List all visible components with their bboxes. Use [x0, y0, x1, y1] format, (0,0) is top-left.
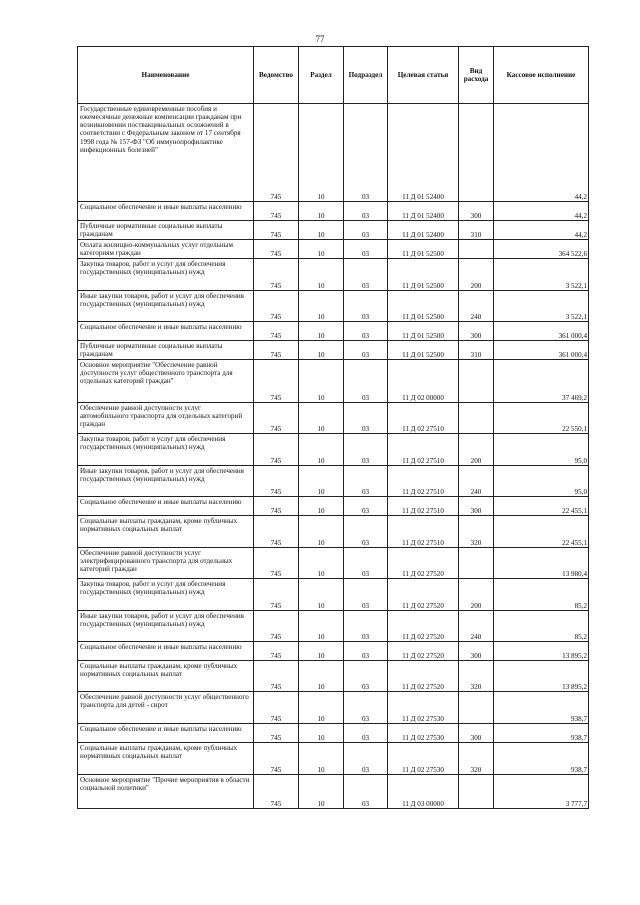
cell-section: 10	[299, 497, 344, 516]
cell-cash-execution: 364 522,6	[494, 240, 589, 259]
cell-expense-type	[459, 104, 494, 202]
cell-target-article: 11 Д 01 52400	[388, 104, 459, 202]
cell-section: 10	[299, 259, 344, 291]
table-row	[78, 661, 589, 692]
cell-name: Обеспечение равной доступности услуг автомобильного транспорта для отдельных категорий граждан	[78, 403, 254, 434]
cell-department: 745	[254, 259, 299, 291]
cell-expense-type: 320	[459, 661, 494, 692]
cell-cash-execution: 44,2	[494, 202, 589, 221]
table-row	[78, 516, 589, 548]
cell-section: 10	[299, 202, 344, 221]
table-row	[78, 202, 589, 221]
cell-expense-type	[459, 240, 494, 259]
cell-name: Иные закупки товаров, работ и услуг для обеспечения государственных (муниципальных) нужд	[78, 466, 254, 497]
cell-subsection: 03	[344, 692, 388, 724]
cell-department: 745	[254, 403, 299, 434]
cell-name: Социальное обеспечение и иные выплаты населению	[78, 202, 254, 221]
cell-subsection: 03	[344, 341, 388, 360]
cell-expense-type	[459, 360, 494, 403]
cell-name: Закупка товаров, работ и услуг для обеспечения государственных (муниципальных) нужд	[78, 259, 254, 291]
cell-cash-execution: 37 469,2	[494, 360, 589, 403]
cell-department: 745	[254, 221, 299, 240]
cell-target-article: 11 Д 02 27520	[388, 661, 459, 692]
cell-department: 745	[254, 322, 299, 341]
cell-name: Публичные нормативные социальные выплаты гражданам	[78, 221, 254, 240]
cell-section: 10	[299, 104, 344, 202]
cell-name: Обеспечение равной доступности услуг электрифицированного транспорта для отдельных категорий граждан	[78, 548, 254, 579]
cell-section: 10	[299, 341, 344, 360]
cell-name: Обеспечение равной доступности услуг общественного транспорта для детей - сирот	[78, 692, 254, 724]
cell-target-article: 11 Д 01 52500	[388, 322, 459, 341]
cell-section: 10	[299, 240, 344, 259]
cell-subsection: 03	[344, 104, 388, 202]
cell-section: 10	[299, 611, 344, 642]
cell-target-article: 11 Д 02 27510	[388, 434, 459, 466]
cell-subsection: 03	[344, 775, 388, 809]
table-row	[78, 240, 589, 259]
cell-department: 745	[254, 360, 299, 403]
table-row	[78, 642, 589, 661]
cell-name: Иные закупки товаров, работ и услуг для обеспечения государственных (муниципальных) нужд	[78, 611, 254, 642]
cell-name: Оплата жилищно-коммунальных услуг отдельным категориям граждан	[78, 240, 254, 259]
cell-cash-execution: 95,0	[494, 434, 589, 466]
cell-cash-execution: 938,7	[494, 743, 589, 775]
column-header-expense-type: Вид расхода	[459, 47, 494, 104]
table-row	[78, 692, 589, 724]
cell-target-article: 11 Д 02 27510	[388, 516, 459, 548]
cell-name: Социальное обеспечение и иные выплаты населению	[78, 322, 254, 341]
column-header-subsection: Подраздел	[344, 47, 388, 104]
cell-name: Основное мероприятие "Прочие мероприятия в области социальной политики"	[78, 775, 254, 809]
cell-subsection: 03	[344, 661, 388, 692]
cell-department: 745	[254, 240, 299, 259]
cell-expense-type: 300	[459, 642, 494, 661]
cell-section: 10	[299, 743, 344, 775]
table-row	[78, 403, 589, 434]
cell-expense-type: 300	[459, 202, 494, 221]
column-header-cash-execution: Кассовое исполнение	[494, 47, 589, 104]
cell-department: 745	[254, 466, 299, 497]
cell-name: Социальные выплаты гражданам, кроме публичных нормативных социальных выплат	[78, 743, 254, 775]
cell-target-article: 11 Д 02 27520	[388, 611, 459, 642]
cell-section: 10	[299, 466, 344, 497]
cell-cash-execution: 22 455,1	[494, 497, 589, 516]
cell-expense-type: 200	[459, 579, 494, 611]
cell-name: Социальные выплаты гражданам, кроме публичных нормативных социальных выплат	[78, 661, 254, 692]
cell-subsection: 03	[344, 466, 388, 497]
cell-subsection: 03	[344, 291, 388, 322]
cell-expense-type: 200	[459, 259, 494, 291]
table-body	[78, 104, 589, 809]
cell-subsection: 03	[344, 642, 388, 661]
cell-expense-type: 310	[459, 221, 494, 240]
cell-expense-type: 310	[459, 341, 494, 360]
cell-target-article: 11 Д 03 00000	[388, 775, 459, 809]
cell-subsection: 03	[344, 548, 388, 579]
cell-subsection: 03	[344, 240, 388, 259]
cell-subsection: 03	[344, 322, 388, 341]
cell-section: 10	[299, 724, 344, 743]
cell-cash-execution: 13 980,4	[494, 548, 589, 579]
cell-section: 10	[299, 360, 344, 403]
cell-section: 10	[299, 548, 344, 579]
cell-section: 10	[299, 661, 344, 692]
cell-expense-type: 200	[459, 434, 494, 466]
cell-cash-execution: 361 000,4	[494, 341, 589, 360]
cell-section: 10	[299, 291, 344, 322]
cell-name: Социальные выплаты гражданам, кроме публичных нормативных социальных выплат	[78, 516, 254, 548]
table-header-row	[78, 47, 589, 104]
cell-cash-execution: 44,2	[494, 221, 589, 240]
cell-target-article: 11 Д 01 52400	[388, 221, 459, 240]
table-row	[78, 104, 589, 202]
cell-section: 10	[299, 692, 344, 724]
cell-department: 745	[254, 434, 299, 466]
cell-subsection: 03	[344, 497, 388, 516]
cell-department: 745	[254, 724, 299, 743]
cell-expense-type	[459, 775, 494, 809]
cell-section: 10	[299, 579, 344, 611]
cell-name: Закупка товаров, работ и услуг для обеспечения государственных (муниципальных) нужд	[78, 579, 254, 611]
cell-subsection: 03	[344, 403, 388, 434]
cell-subsection: 03	[344, 516, 388, 548]
cell-expense-type: 320	[459, 516, 494, 548]
cell-department: 745	[254, 642, 299, 661]
budget-table	[77, 46, 589, 809]
cell-subsection: 03	[344, 611, 388, 642]
cell-expense-type	[459, 548, 494, 579]
cell-section: 10	[299, 516, 344, 548]
cell-cash-execution: 44,2	[494, 104, 589, 202]
cell-target-article: 11 Д 02 27510	[388, 466, 459, 497]
cell-cash-execution: 85,2	[494, 611, 589, 642]
table-row	[78, 434, 589, 466]
cell-name: Публичные нормативные социальные выплаты гражданам	[78, 341, 254, 360]
table-row	[78, 611, 589, 642]
cell-department: 745	[254, 548, 299, 579]
cell-cash-execution: 938,7	[494, 692, 589, 724]
table-row	[78, 322, 589, 341]
cell-department: 745	[254, 775, 299, 809]
cell-department: 745	[254, 516, 299, 548]
cell-cash-execution: 3 522,1	[494, 291, 589, 322]
cell-department: 745	[254, 579, 299, 611]
cell-section: 10	[299, 403, 344, 434]
table-row	[78, 291, 589, 322]
cell-subsection: 03	[344, 259, 388, 291]
table-row	[78, 724, 589, 743]
cell-target-article: 11 Д 01 52400	[388, 202, 459, 221]
page-number: 77	[315, 34, 325, 44]
table-row	[78, 259, 589, 291]
cell-expense-type: 320	[459, 743, 494, 775]
cell-expense-type: 240	[459, 291, 494, 322]
cell-target-article: 11 Д 01 52500	[388, 291, 459, 322]
column-header-target-article: Целевая статья	[388, 47, 459, 104]
cell-expense-type: 240	[459, 611, 494, 642]
cell-target-article: 11 Д 02 27520	[388, 642, 459, 661]
cell-name: Основное мероприятие "Обеспечение равной доступности услуг общественного транспорта для отдельных категорий граждан"	[78, 360, 254, 403]
cell-target-article: 11 Д 02 27510	[388, 403, 459, 434]
column-header-department: Ведомство	[254, 47, 299, 104]
cell-name: Социальное обеспечение и иные выплаты населению	[78, 724, 254, 743]
cell-target-article: 11 Д 02 27520	[388, 548, 459, 579]
cell-name: Иные закупки товаров, работ и услуг для обеспечения государственных (муниципальных) нужд	[78, 291, 254, 322]
cell-cash-execution: 85,2	[494, 579, 589, 611]
cell-department: 745	[254, 291, 299, 322]
cell-section: 10	[299, 434, 344, 466]
cell-expense-type: 240	[459, 466, 494, 497]
table-row	[78, 497, 589, 516]
cell-department: 745	[254, 743, 299, 775]
cell-subsection: 03	[344, 743, 388, 775]
cell-department: 745	[254, 692, 299, 724]
cell-subsection: 03	[344, 434, 388, 466]
cell-target-article: 11 Д 02 27530	[388, 743, 459, 775]
table-row	[78, 341, 589, 360]
cell-cash-execution: 22 455,1	[494, 516, 589, 548]
column-header-name: Наименование	[78, 47, 254, 104]
cell-target-article: 11 Д 02 27520	[388, 579, 459, 611]
cell-cash-execution: 361 000,4	[494, 322, 589, 341]
cell-section: 10	[299, 322, 344, 341]
cell-expense-type	[459, 403, 494, 434]
cell-expense-type: 300	[459, 322, 494, 341]
cell-section: 10	[299, 221, 344, 240]
cell-cash-execution: 3 522,1	[494, 259, 589, 291]
cell-target-article: 11 Д 02 00000	[388, 360, 459, 403]
cell-cash-execution: 13 895,2	[494, 661, 589, 692]
cell-name: Социальное обеспечение и иные выплаты населению	[78, 497, 254, 516]
cell-target-article: 11 Д 02 27510	[388, 497, 459, 516]
cell-target-article: 11 Д 02 27530	[388, 724, 459, 743]
cell-section: 10	[299, 642, 344, 661]
cell-subsection: 03	[344, 724, 388, 743]
cell-department: 745	[254, 104, 299, 202]
cell-cash-execution: 3 777,7	[494, 775, 589, 809]
table-row	[78, 579, 589, 611]
cell-department: 745	[254, 202, 299, 221]
cell-subsection: 03	[344, 221, 388, 240]
cell-department: 745	[254, 497, 299, 516]
cell-department: 745	[254, 611, 299, 642]
cell-department: 745	[254, 661, 299, 692]
cell-name: Закупка товаров, работ и услуг для обеспечения государственных (муниципальных) нужд	[78, 434, 254, 466]
table-row	[78, 466, 589, 497]
cell-cash-execution: 95,0	[494, 466, 589, 497]
table-row	[78, 221, 589, 240]
cell-target-article: 11 Д 01 52500	[388, 259, 459, 291]
cell-department: 745	[254, 341, 299, 360]
table-row	[78, 775, 589, 809]
cell-target-article: 11 Д 01 52500	[388, 341, 459, 360]
cell-cash-execution: 22 550,1	[494, 403, 589, 434]
cell-target-article: 11 Д 01 52500	[388, 240, 459, 259]
cell-name: Государственные единовременные пособия и ежемесячные денежные компенсации гражданам при возникновении поствакцинальных осложнений в соответствии с Федеральным законом от 17 сентября 1998 года № 157-ФЗ "Об иммунопрофилактике инфекционных болезней"	[78, 104, 254, 202]
cell-cash-execution: 938,7	[494, 724, 589, 743]
cell-subsection: 03	[344, 579, 388, 611]
cell-expense-type	[459, 692, 494, 724]
cell-section: 10	[299, 775, 344, 809]
cell-expense-type: 300	[459, 724, 494, 743]
cell-cash-execution: 13 895,2	[494, 642, 589, 661]
cell-subsection: 03	[344, 360, 388, 403]
table-row	[78, 743, 589, 775]
table-row	[78, 360, 589, 403]
cell-subsection: 03	[344, 202, 388, 221]
cell-expense-type: 300	[459, 497, 494, 516]
cell-target-article: 11 Д 02 27530	[388, 692, 459, 724]
table-row	[78, 548, 589, 579]
column-header-section: Раздел	[299, 47, 344, 104]
cell-name: Социальное обеспечение и иные выплаты населению	[78, 642, 254, 661]
